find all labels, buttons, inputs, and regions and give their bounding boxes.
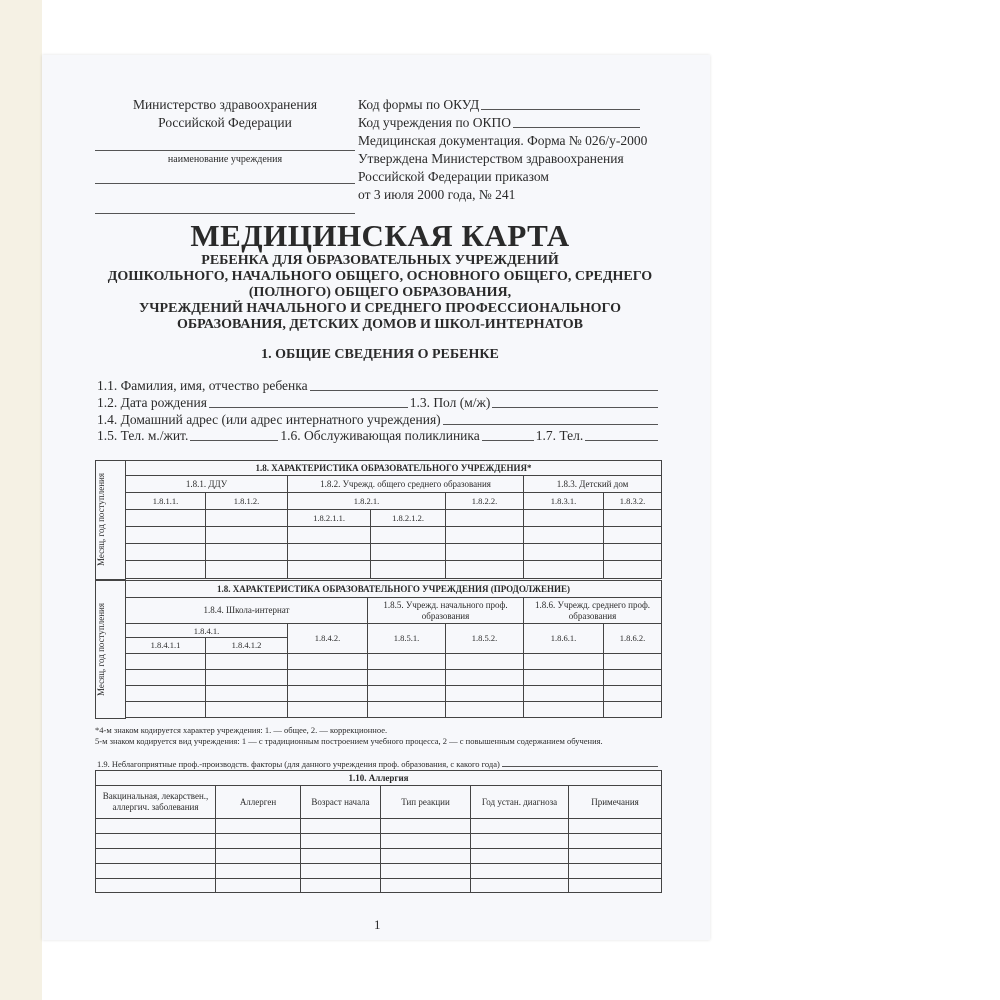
col-header: 1.8.2.1.1.: [288, 510, 371, 527]
field-address[interactable]: [97, 411, 660, 428]
blank-line: [95, 183, 355, 184]
table-title: 1.8. ХАРАКТЕРИСТИКА ОБРАЗОВАТЕЛЬНОГО УЧРЕЖДЕНИЯ*: [126, 461, 662, 476]
col-header: Вакцинальная, лекарствен., аллергич. заболевания: [96, 786, 216, 819]
side-header: Месяц, год поступления: [96, 461, 126, 580]
subtitle-line: (ПОЛНОГО) ОБЩЕГО ОБРАЗОВАНИЯ,: [248, 285, 512, 300]
table-row[interactable]: [96, 864, 662, 879]
field-label: 1.5. Тел. м./жит.: [97, 428, 189, 443]
input-line[interactable]: [443, 424, 658, 425]
col-header: Тип реакции: [381, 786, 471, 819]
col-group: 1.8.3. Детский дом: [524, 476, 662, 493]
field-prof-factors[interactable]: [97, 757, 660, 769]
table-title: 1.10. Аллергия: [96, 771, 662, 786]
footnotes: [95, 725, 695, 747]
institution-table: [95, 460, 662, 580]
ministry-line: Министерство здравоохранения: [132, 97, 318, 112]
col-group: 1.8.1. ДДУ: [126, 476, 288, 493]
subtitle-line: ОБРАЗОВАНИЯ, ДЕТСКИХ ДОМОВ И ШКОЛ-ИНТЕРНАТОВ: [177, 317, 583, 332]
col-header: Аллерген: [216, 786, 301, 819]
blank-line: [95, 213, 355, 214]
col-header: 1.8.4.2.: [288, 624, 368, 654]
okpo-label: Код учреждения по ОКПО: [358, 115, 512, 130]
col-header: Примечания: [569, 786, 662, 819]
ministry-name: [95, 96, 355, 132]
ministry-line: Российской Федерации: [158, 115, 292, 130]
col-header: 1.8.4.1.: [126, 624, 288, 638]
col-group: 1.8.5. Учрежд. начального проф. образования: [368, 598, 524, 624]
form-info: [358, 96, 668, 204]
col-header: 1.8.6.1.: [524, 624, 604, 654]
field-label: 1.4. Домашний адрес (или адрес интернатного учреждения): [97, 412, 441, 427]
allergy-table: [95, 770, 662, 893]
table-row[interactable]: [96, 879, 662, 893]
input-line[interactable]: [190, 440, 278, 441]
field-label: 1.7. Тел.: [535, 428, 584, 443]
footnote: *4-м знаком кодируется характер учреждения: 1. — общее, 2. — коррекционное.: [95, 725, 388, 735]
institution-line: [95, 150, 355, 151]
field-birth-date[interactable]: [97, 394, 660, 411]
col-header: 1.8.5.1.: [368, 624, 446, 654]
okpo-field[interactable]: [513, 114, 640, 128]
table-row[interactable]: [96, 686, 662, 702]
form-number: Медицинская документация. Форма № 026/у-2000: [358, 133, 648, 148]
col-group: 1.8.2. Учрежд. общего среднего образования: [288, 476, 524, 493]
input-line[interactable]: [585, 440, 658, 441]
table-row[interactable]: [96, 834, 662, 849]
section-heading: 1. ОБЩИЕ СВЕДЕНИЯ О РЕБЕНКЕ: [261, 347, 499, 362]
field-phone[interactable]: [97, 427, 660, 444]
field-label: 1.6. Обслуживающая поликлиника: [280, 428, 480, 443]
input-line[interactable]: [492, 407, 658, 408]
table-row[interactable]: [96, 527, 662, 544]
field-label: 1.3. Пол (м/ж): [409, 395, 491, 410]
table-row[interactable]: [96, 819, 662, 834]
table-row[interactable]: [96, 561, 662, 579]
footnote: 5-м знаком кодируется вид учреждения: 1 — с традиционным построением учебного процесса, 2 — с повышенным содержанием обучения.: [95, 736, 603, 746]
col-header: 1.8.1.2.: [206, 493, 288, 510]
institution-table-continued: [95, 580, 662, 719]
subtitle-line: УЧРЕЖДЕНИЙ НАЧАЛЬНОГО И СРЕДНЕГО ПРОФЕССИОНАЛЬНОГО: [139, 301, 621, 316]
approval-line: Российской Федерации приказом: [358, 169, 549, 184]
page-number: 1: [374, 917, 381, 932]
institution-label: наименование учреждения: [167, 154, 283, 165]
subtitle-line: ДОШКОЛЬНОГО, НАЧАЛЬНОГО ОБЩЕГО, ОСНОВНОГО ОБЩЕГО, СРЕДНЕГО: [107, 269, 653, 284]
field-label: 1.2. Дата рождения: [97, 395, 207, 410]
col-header: 1.8.6.2.: [604, 624, 662, 654]
field-label: 1.1. Фамилия, имя, отчество ребенка: [97, 378, 308, 393]
subtitle-line: РЕБЕНКА ДЛЯ ОБРАЗОВАТЕЛЬНЫХ УЧРЕЖДЕНИЙ: [201, 253, 559, 268]
okud-field[interactable]: [481, 96, 640, 110]
table-row[interactable]: [96, 544, 662, 561]
col-header: Год устан. диагноза: [471, 786, 569, 819]
input-line[interactable]: [502, 766, 658, 767]
table-row[interactable]: [96, 654, 662, 670]
approval-date: от 3 июля 2000 года, № 241: [358, 187, 516, 202]
col-header: 1.8.2.2.: [446, 493, 524, 510]
background-edge: [0, 0, 42, 1000]
col-header: 1.8.4.1.1: [126, 638, 206, 654]
okud-label: Код формы по ОКУД: [358, 97, 480, 112]
col-header: 1.8.3.2.: [604, 493, 662, 510]
table-row[interactable]: [96, 849, 662, 864]
field-label: 1.9. Неблагоприятные проф.-производств. факторы (для данного учреждения проф. образования, с какого года): [97, 759, 500, 769]
table-title: 1.8. ХАРАКТЕРИСТИКА ОБРАЗОВАТЕЛЬНОГО УЧРЕЖДЕНИЯ (ПРОДОЛЖЕНИЕ): [126, 581, 662, 598]
col-header: 1.8.5.2.: [446, 624, 524, 654]
field-full-name[interactable]: [97, 377, 660, 394]
col-group: 1.8.6. Учрежд. среднего проф. образования: [524, 598, 662, 624]
col-header: Возраст начала: [301, 786, 381, 819]
side-header: Месяц, год поступления: [96, 581, 126, 719]
table-row[interactable]: [96, 702, 662, 718]
col-header: 1.8.1.1.: [126, 493, 206, 510]
approval-line: Утверждена Министерством здравоохранения: [358, 151, 624, 166]
input-line[interactable]: [209, 407, 408, 408]
col-header: 1.8.4.1.2: [206, 638, 288, 654]
col-group: 1.8.4. Школа-интернат: [126, 598, 368, 624]
document-title: МЕДИЦИНСКАЯ КАРТА: [190, 218, 570, 253]
col-header: 1.8.2.1.2.: [371, 510, 446, 527]
table-row[interactable]: [96, 670, 662, 686]
input-line[interactable]: [310, 390, 658, 391]
document-subtitle: [95, 253, 665, 333]
input-line[interactable]: [482, 440, 534, 441]
col-header: 1.8.2.1.: [288, 493, 446, 510]
col-header: 1.8.3.1.: [524, 493, 604, 510]
